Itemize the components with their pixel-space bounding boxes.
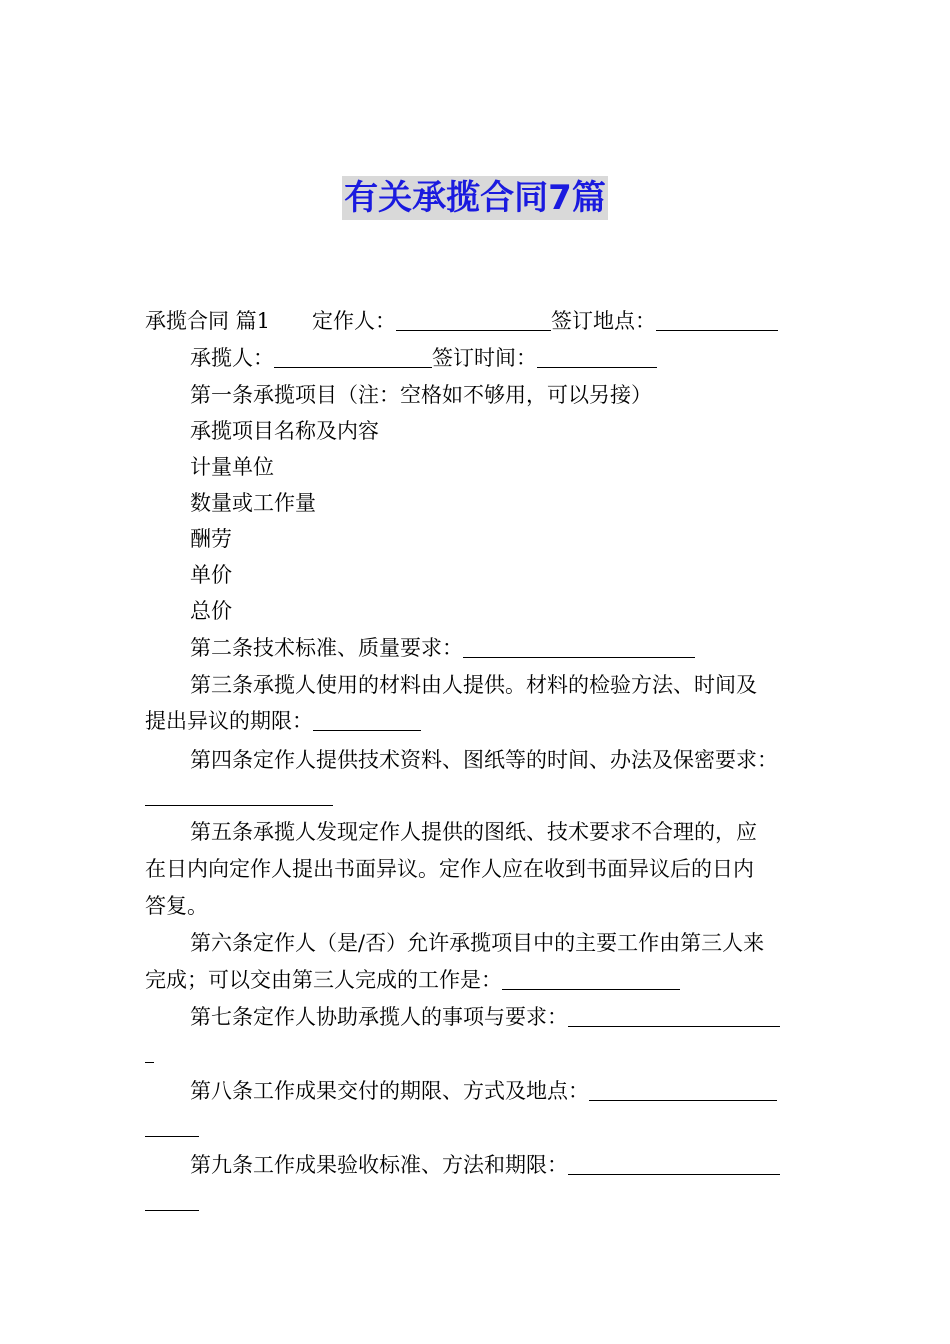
field-total-price: 总价 <box>190 599 232 623</box>
article-6-line-2 <box>145 965 825 995</box>
article-9-text: 第九条工作成果验收标准、方法和期限： <box>190 1153 568 1177</box>
article-3-line-2 <box>145 706 825 736</box>
document-title-text: 有关承揽合同7篇 <box>344 178 606 218</box>
article-9 <box>190 1150 825 1180</box>
field-pay: 酬劳 <box>190 527 232 551</box>
article-3-line-1: 第三条承揽人使用的材料由人提供。材料的检验方法、时间及 <box>190 673 757 697</box>
article-4: 第四条定作人提供技术资料、图纸等的时间、办法及保密要求： <box>190 748 778 772</box>
contract-label: 承揽合同 篇1 <box>145 309 271 333</box>
article-6-line-1: 第六条定作人（是/否）允许承揽项目中的主要工作由第三人来 <box>190 931 765 955</box>
article-7-text: 第七条定作人协助承揽人的事项与要求： <box>190 1005 568 1029</box>
document-title <box>0 176 950 220</box>
article-5-line-3: 答复。 <box>145 894 208 918</box>
article-8-blank-tail <box>145 1116 199 1137</box>
article-9-blank <box>568 1154 780 1175</box>
sign-place-label: 签订地点： <box>551 309 657 333</box>
article-7 <box>190 1002 825 1032</box>
party-b-label: 承揽人： <box>190 346 274 370</box>
article-3-blank <box>313 710 421 731</box>
article-4-blank <box>145 785 333 806</box>
field-project-name: 承揽项目名称及内容 <box>190 419 379 443</box>
article-5-line-2: 在日内向定作人提出书面异议。定作人应在收到书面异议后的日内 <box>145 857 754 881</box>
party-b-blank <box>274 347 432 368</box>
article-8 <box>190 1076 825 1106</box>
sign-time-blank <box>537 347 657 368</box>
sign-place-blank <box>656 310 778 331</box>
article-9-blank-line <box>145 1186 825 1216</box>
sign-time-label: 签订时间： <box>432 346 537 370</box>
article-7-blank-tail <box>145 1042 154 1063</box>
article-8-blank-line <box>145 1112 825 1142</box>
article-6-blank <box>502 969 680 990</box>
article-2 <box>190 633 825 663</box>
party-a-blank <box>396 310 551 331</box>
article-2-text: 第二条技术标准、质量要求： <box>190 636 463 660</box>
header-line-1 <box>145 306 825 336</box>
article-7-blank <box>568 1006 780 1027</box>
party-a-label: 定作人： <box>312 309 397 333</box>
header-line-2 <box>190 343 825 373</box>
article-1: 第一条承揽项目（注：空格如不够用，可以另接） <box>190 383 652 407</box>
article-6-text-2: 完成；可以交由第三人完成的工作是： <box>145 968 502 992</box>
article-8-text: 第八条工作成果交付的期限、方式及地点： <box>190 1079 589 1103</box>
field-quantity: 数量或工作量 <box>190 491 316 515</box>
article-5-line-1: 第五条承揽人发现定作人提供的图纸、技术要求不合理的，应 <box>190 820 757 844</box>
field-unit: 计量单位 <box>190 455 274 479</box>
article-7-blank-line <box>145 1038 825 1068</box>
article-8-blank <box>589 1080 777 1101</box>
field-unit-price: 单价 <box>190 563 232 587</box>
article-4-blank-line <box>145 781 825 811</box>
article-9-blank-tail <box>145 1190 199 1211</box>
article-2-blank <box>463 637 695 658</box>
article-3-text-2: 提出异议的期限： <box>145 709 313 733</box>
